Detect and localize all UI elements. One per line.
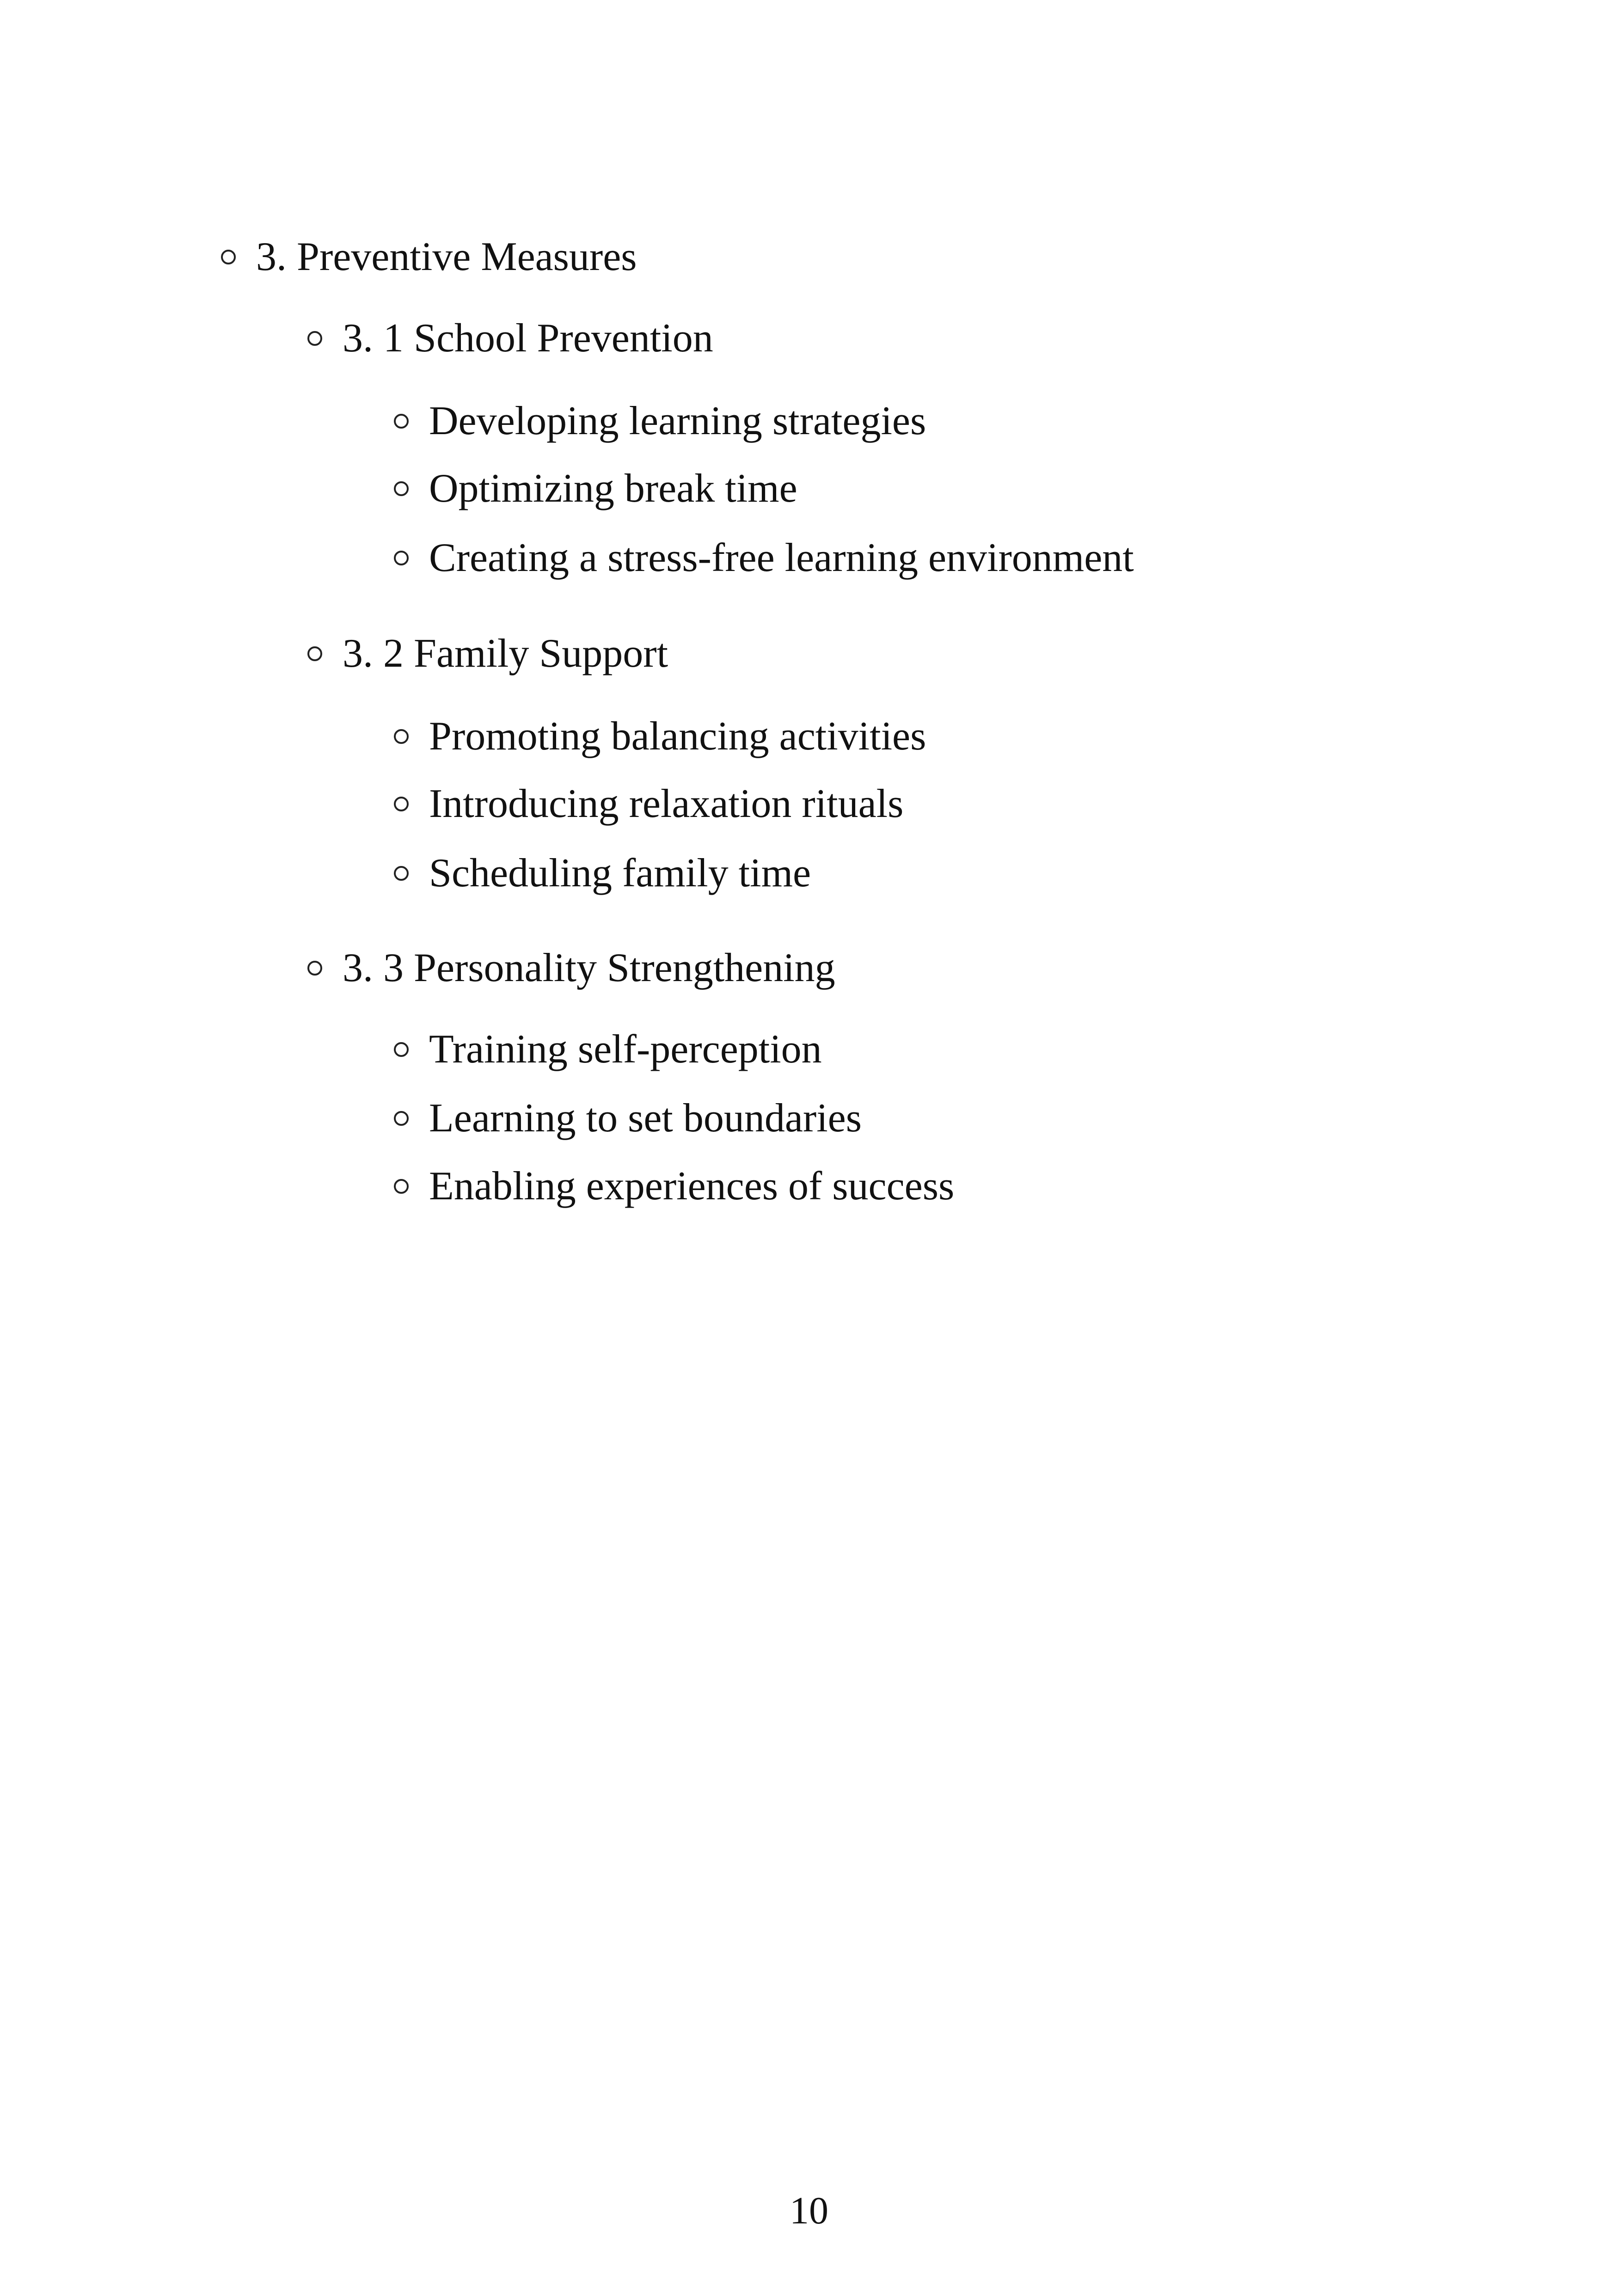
section-title [307, 633, 668, 674]
hollow-bullet-icon [307, 961, 322, 976]
hollow-bullet-icon [394, 797, 409, 811]
list-item [394, 468, 797, 509]
section-title [307, 945, 835, 990]
outline-heading-text: 3. Preventive Measures [256, 234, 637, 279]
section-title-text: 3. 3 Personality Strengthening [343, 945, 835, 990]
section-title [307, 318, 713, 359]
hollow-bullet-icon [394, 1042, 409, 1057]
hollow-bullet-icon [307, 646, 322, 661]
list-item [394, 1029, 822, 1070]
list-item [394, 401, 926, 442]
outline-heading [221, 234, 637, 279]
list-item-text: Training self-perception [429, 1027, 822, 1072]
list-item-text: Creating a stress-free learning environment [429, 535, 1134, 580]
list-item-text: Scheduling family time [429, 851, 811, 896]
list-item-text: Developing learning strategies [429, 399, 926, 443]
page-number: 10 [790, 2189, 828, 2232]
hollow-bullet-icon [394, 1111, 409, 1126]
hollow-bullet-icon [394, 414, 409, 429]
list-item-text: Promoting balancing activities [429, 714, 926, 759]
hollow-bullet-icon [394, 1179, 409, 1194]
list-item [394, 853, 811, 894]
list-item [394, 1098, 862, 1139]
list-item [394, 781, 904, 826]
hollow-bullet-icon [394, 866, 409, 881]
hollow-bullet-icon [394, 551, 409, 565]
list-item-text: Enabling experiences of success [429, 1164, 955, 1209]
list-item [394, 535, 1134, 580]
list-item [394, 716, 926, 757]
section-title-text: 3. 1 School Prevention [343, 316, 713, 361]
list-item [394, 1166, 954, 1207]
hollow-bullet-icon [307, 331, 322, 346]
hollow-bullet-icon [394, 481, 409, 496]
section-title-text: 3. 2 Family Support [343, 631, 668, 676]
list-item-text: Optimizing break time [429, 466, 797, 511]
list-item-text: Learning to set boundaries [429, 1096, 862, 1141]
list-item-text: Introducing relaxation rituals [429, 781, 904, 826]
hollow-bullet-icon [394, 729, 409, 744]
hollow-bullet-icon [221, 250, 236, 264]
